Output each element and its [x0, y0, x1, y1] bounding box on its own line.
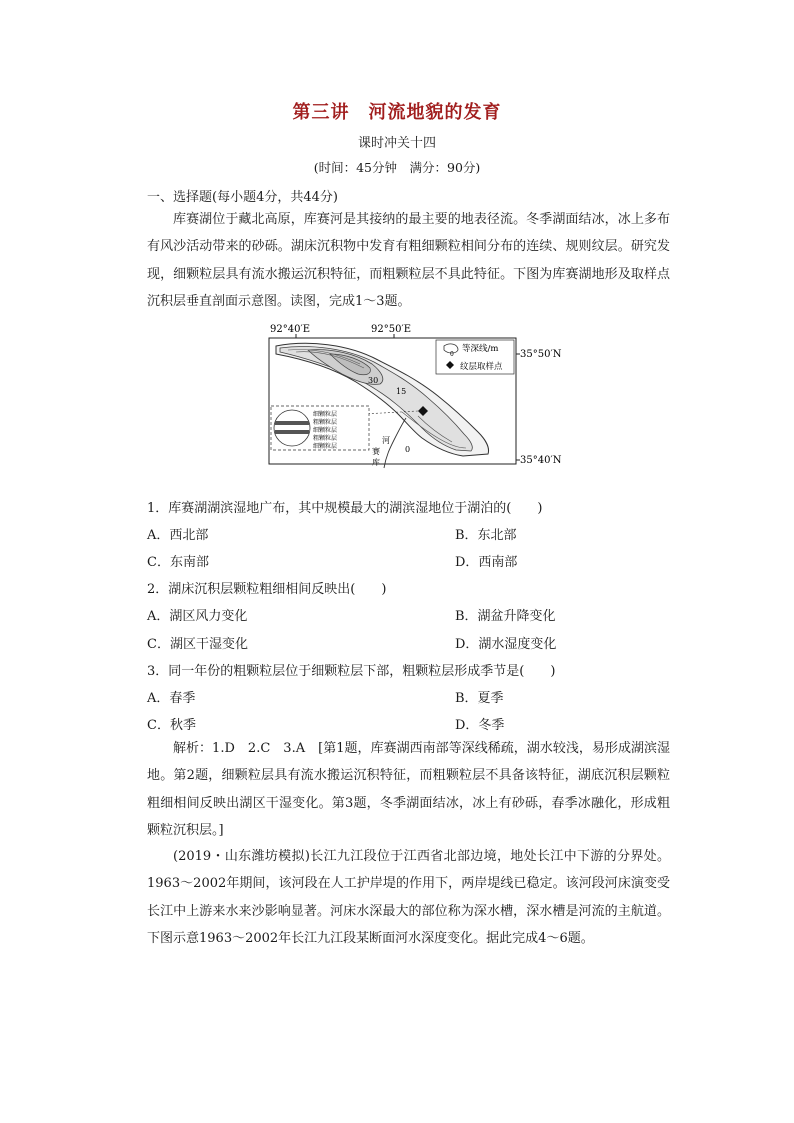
lat-top-label: 35°50′N — [520, 349, 562, 360]
page-subtitle: 课时冲关十四 — [357, 136, 436, 151]
layer-label-4: 粗颗粒层 — [313, 435, 338, 442]
q2-option-c: C．湖区干湿变化 — [147, 637, 248, 652]
legend-contour-value: 0 — [450, 351, 454, 358]
legend-contour-label: 等深线/m — [462, 344, 499, 354]
layer-label-5: 细颗粒层 — [313, 443, 338, 450]
river-label-sai: 赛 — [372, 447, 380, 456]
river-label-he: 河 — [382, 436, 390, 445]
lake-map-svg — [268, 320, 568, 470]
layer-label-2: 粗颗粒层 — [313, 419, 338, 426]
question-2-stem: 2．湖床沉积层颗粒粗细相间反映出( ) — [147, 582, 387, 597]
river-label-ku: 库 — [372, 458, 380, 467]
section-heading: 一、选择题(每小题4分，共44分) — [147, 190, 338, 205]
lon-left-label: 92°40′E — [270, 324, 311, 335]
q3-option-a: A．春季 — [147, 691, 196, 706]
question-1-stem: 1．库赛湖湖滨湿地广布，其中规模最大的湖滨湿地位于湖泊的( ) — [147, 501, 543, 516]
time-info: (时间：45分钟 满分：90分) — [313, 160, 481, 175]
layer-label-3: 细颗粒层 — [313, 427, 338, 434]
profile-circle — [274, 410, 310, 446]
passage-2: (2019・山东潍坊模拟)长江九江段位于江西省北部边境，地处长江中下游的分界处。1963～2002年期间，该河段在人工护岸堤的作用下，两岸堤线已稳定。该河段河床演变受长江中上游来水来沙影响显著。河床水深最大的部位称为深水槽，深水槽是河流的主航道。下图示意1963～2002年长江九江段某断面河水深度变化。据此完成4～6题。 — [147, 849, 670, 946]
q2-option-d: D．湖水湿度变化 — [455, 637, 557, 652]
coarse-layer-band-1 — [275, 421, 309, 425]
layer-label-1: 细颗粒层 — [313, 411, 338, 418]
question-3-stem: 3．同一年份的粗颗粒层位于细颗粒层下部，粗颗粒层形成季节是( ) — [147, 664, 556, 679]
q1-option-a: A．西北部 — [147, 528, 209, 543]
lake-map-figure — [268, 320, 568, 474]
passage-1: 库赛湖位于藏北高原，库赛河是其接纳的最主要的地表径流。冬季湖面结冰，冰上多布有风沙活动带来的砂砾。湖床沉积物中发育有粗细颗粒相间分布的连续、规则纹层。研究发现，细颗粒层具有流水搬运沉积特征，而粗颗粒层不具此特征。下图为库赛湖地形及取样点沉积层垂直剖面示意图。读图，完成1～3题。 — [147, 212, 670, 309]
q1-option-b: B．东北部 — [455, 528, 517, 543]
depth-label-15: 15 — [396, 387, 407, 396]
q1-option-d: D．西南部 — [455, 555, 518, 570]
depth-label-0: 0 — [405, 445, 411, 454]
lon-right-label: 92°50′E — [371, 324, 412, 335]
coarse-layer-band-2 — [275, 430, 309, 434]
q3-option-c: C．秋季 — [147, 718, 196, 733]
answer-explanation: 解析：1.D 2.C 3.A [第1题，库赛湖西南部等深线稀疏，湖水较浅，易形成湖滨湿地。第2题，细颗粒层具有流水搬运沉积特征，而粗颗粒层不具备该特征，湖底沉积层颗粒粗细相间反映出湖区干湿变化。第3题，冬季湖面结冰，冰上有砂砾，春季冰融化，形成粗颗粒沉积层。] — [147, 741, 670, 838]
lat-bottom-label: 35°40′N — [520, 455, 562, 466]
q2-option-a: A．湖区风力变化 — [147, 609, 248, 624]
q3-option-b: B．夏季 — [455, 691, 504, 706]
q1-option-c: C．东南部 — [147, 555, 209, 570]
page-title: 第三讲 河流地貌的发育 — [292, 102, 502, 123]
q2-option-b: B．湖盆升降变化 — [455, 609, 556, 624]
legend-sample-label: 纹层取样点 — [460, 362, 503, 372]
depth-label-30: 30 — [368, 376, 379, 385]
q3-option-d: D．冬季 — [455, 718, 505, 733]
